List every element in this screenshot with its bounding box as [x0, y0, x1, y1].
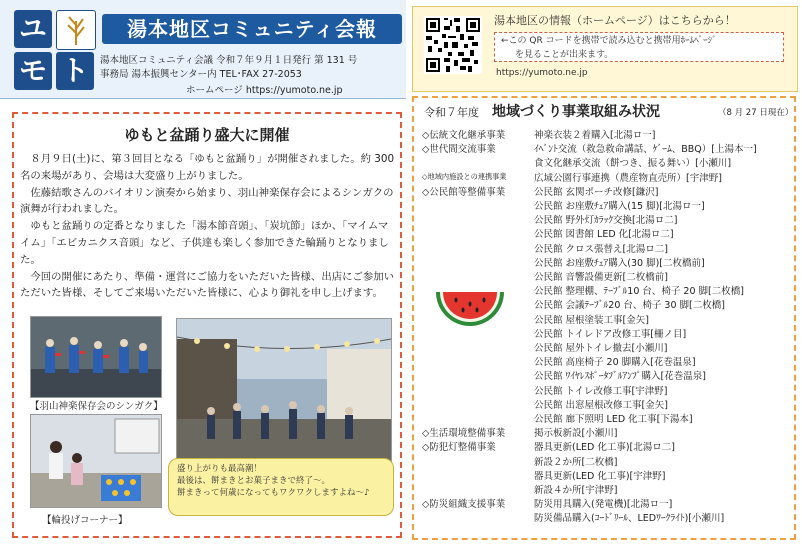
ring-toss-photo	[30, 414, 162, 508]
fiscal-year: 令和７年度	[424, 106, 479, 119]
logo-char: ユ	[14, 10, 52, 48]
project-item: 公民館 お座敷ﾁｪｱ購入(30 脚)[二枚橋前]	[534, 257, 705, 269]
project-item: 公民館 音響設備更新[二枚橋前]	[534, 272, 668, 283]
project-category: ◇地域内施設との連携事業	[422, 171, 507, 181]
as-of-date: （8 月 27 日現在）	[718, 108, 794, 118]
project-item: 掲示板新設[小瀬川]	[534, 428, 618, 440]
logo-char: モ	[14, 52, 52, 90]
qr-note-line: を見ることが出来ます。	[515, 50, 614, 60]
project-category: ◇防災組織支援事業	[422, 499, 506, 511]
project-item: 食文化継承交流（餅つき、振る舞い）[小瀬川]	[534, 158, 732, 170]
project-item: 公民館 玄関ポーチ改修[鎌沢]	[534, 186, 659, 198]
project-item: 公民館 屋外トイレ撤去[小瀬川]	[534, 343, 668, 354]
article-body	[20, 151, 395, 302]
projects-title: 地域づくり事業取組み状況	[492, 104, 660, 120]
office-info: 事務局 湯本振興センター内 TEL･FAX 27-2053	[100, 69, 302, 80]
project-category: ◇世代間交流事業	[422, 144, 496, 156]
project-item: 公民館 整理棚、ﾃｰﾌﾞﾙ10 台、椅子 20 脚[二枚橋]	[534, 286, 744, 298]
photo-caption: 【羽山神楽保存会のシンガク】	[30, 401, 163, 412]
article-paragraph: 佐藤結歌さんのバイオリン演奏から始まり、羽山神楽保存会によるシンガクの演舞が行われました。	[20, 186, 394, 216]
project-item: 公民館 会議ﾃｰﾌﾞﾙ20 台、椅子 30 脚[二枚橋]	[534, 300, 725, 312]
project-category: ◇防犯灯整備事業	[422, 442, 496, 454]
article-title: ゆもと盆踊り盛大に開催	[124, 126, 290, 144]
project-item: 広域公園行事連携（農産物直売所）[宇津野]	[534, 172, 722, 184]
homepage-info: ホームページ https://yumoto.ne.jp	[186, 85, 343, 96]
logo-char: ト	[56, 52, 94, 90]
newsletter-title: 湯本地区コミュニティ会報	[102, 14, 402, 44]
bon-odori-photo	[176, 318, 392, 470]
bubble-line: 最後は、餅まきとお菓子まきで終了～。	[177, 476, 331, 486]
project-item: 公民館 屋根塗装工事[金矢]	[534, 314, 649, 326]
project-item: 神楽衣装２着購入[北湯ロ一]	[534, 130, 656, 141]
rice-plant-icon	[56, 10, 96, 50]
homepage-link[interactable]: https://yumoto.ne.jp	[496, 68, 588, 78]
article-paragraph: 今回の開催にあたり、準備・運営にご協力をいただいた皆様、出店にご参加いただいた皆様、そしてご来場いただいた皆様に、心より御礼を申し上げます。	[20, 270, 395, 300]
project-item: 公民館 出窓屋根改修工事[金矢]	[534, 399, 668, 411]
project-item: 器具更新(LED 化工事)[北湯ロ二]	[534, 442, 675, 454]
qr-note-line: ←この QR コードを携帯で読み込むと携帯用ﾎｰﾑﾍﾟｰｼﾞ	[501, 36, 717, 46]
project-category: ◇伝統文化継承事業	[422, 130, 506, 141]
project-item: 新設２か所[二枚橋]	[534, 456, 618, 468]
bubble-line: 盛り上がりも最高潮！	[177, 464, 263, 474]
project-item: 器具更新(LED 化工事)[宇津野]	[534, 470, 666, 482]
project-item: 公民館 お座敷ﾁｪｱ購入(15 脚)[北湯ロ一]	[534, 201, 705, 212]
project-item: 公民館 クロス張替え[北湯ロ二]	[534, 243, 668, 255]
qr-heading: 湯本地区の情報（ホームページ）はこちらから！	[494, 14, 736, 27]
project-item: 公民館 野外灯ｶﾗｯｸ交換[北湯ロ二]	[534, 215, 678, 227]
project-item: 防災用具購入(発電機)[北湯ロ一]	[534, 499, 673, 511]
article-paragraph: ８月９日(土)に、第３回目となる「ゆもと盆踊り」が開催されました。約 300 名の来場があり、会場は大変盛り上がりました。	[20, 153, 395, 182]
project-item: 公民館 トイレドア改修工事[柵ノ目]	[534, 328, 687, 340]
qr-note	[494, 32, 784, 62]
bubble-line: 餅まきって何歳になってもワクワクしますよね～♪	[177, 488, 370, 498]
project-item: 公民館 廊下照明 LED 化工事[下湯本]	[534, 414, 693, 425]
project-item: 公民館 トイレ改修工事[宇津野]	[534, 385, 668, 397]
project-item: 新設４か所[宇津野]	[534, 485, 618, 496]
kagura-photo	[30, 316, 162, 398]
photo-caption: 【輪投げコーナー】	[42, 515, 128, 526]
watermelon-icon	[434, 286, 506, 334]
newsletter-logo	[14, 10, 94, 90]
project-category: ◇生活環境整備事業	[422, 428, 506, 440]
project-item: 公民館 高座椅子 20 脚購入[花巻温泉]	[534, 357, 696, 369]
project-item: 公民館 ﾜｲﾔﾚｽﾎﾟｰﾀﾌﾞﾙｱﾝﾌﾟ購入[花巻温泉]	[534, 371, 706, 383]
issue-info: 湯本地区コミュニティ会議 令和７年９月１日発行 第 131 号	[100, 55, 358, 66]
qr-code-icon	[424, 16, 482, 74]
project-item: ｲﾍﾞﾝﾄ交流（救急救命講話、ｹﾞｰﾑ、BBQ）[上湯本一]	[534, 144, 757, 156]
article-paragraph: ゆもと盆踊りの定番となりました「湯本節音頭」、「炭坑節」ほか、「マイムマイム」「エビカニクス音頭」など、子供達も楽しく参加できた輪踊りとなりました。	[20, 220, 389, 266]
project-category: ◇公民館等整備事業	[422, 186, 506, 198]
project-item: 公民館 図書館 LED 化[北湯ロ二]	[534, 229, 674, 241]
speech-bubble	[168, 458, 394, 516]
project-item: 防災備品購入(ｺｰﾄﾞﾘｰﾙ、LEDﾜｰｸﾗｲﾄ)[小瀬川]	[534, 513, 725, 525]
